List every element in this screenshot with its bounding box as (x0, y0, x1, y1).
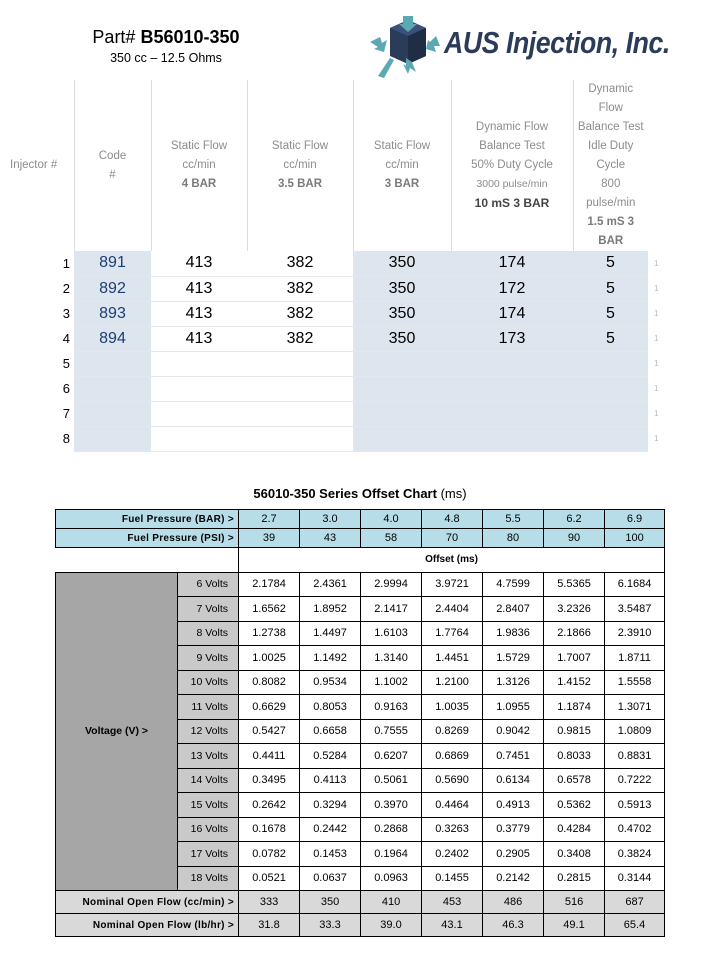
offset-value: 1.8711 (605, 646, 665, 671)
dynamic-flow-idle (573, 401, 648, 426)
dynamic-flow-idle (573, 351, 648, 376)
offset-value: 0.4913 (483, 793, 544, 818)
offset-value: 1.5729 (483, 646, 544, 671)
nominal-flow-value: 46.3 (483, 914, 544, 937)
header-injector-num: Injector # (10, 159, 58, 171)
voltage-value: 18 Volts (178, 866, 239, 891)
offset-value: 1.0035 (422, 695, 483, 720)
offset-value: 0.6629 (239, 695, 300, 720)
dynamic-flow-idle (573, 426, 648, 451)
offset-value: 1.0955 (483, 695, 544, 720)
injector-code (74, 376, 151, 401)
static-flow-35bar: 382 (247, 251, 353, 276)
offset-value: 0.6658 (300, 719, 361, 744)
nominal-flow-value: 39.0 (361, 914, 422, 937)
offset-value: 0.8831 (605, 744, 665, 769)
offset-value: 1.9836 (483, 621, 544, 646)
offset-value: 0.8269 (422, 719, 483, 744)
dynamic-flow-50 (451, 401, 573, 426)
offset-value: 1.4497 (300, 621, 361, 646)
offset-value: 2.4361 (300, 572, 361, 597)
nominal-flow-label: Nominal Open Flow (cc/min) > (56, 891, 239, 914)
injector-row (0, 251, 670, 276)
dynamic-flow-50: 172 (451, 276, 573, 301)
nominal-flow-label: Nominal Open Flow (lb/hr) > (56, 914, 239, 937)
offset-value: 0.5061 (361, 768, 422, 793)
dynamic-flow-50: 174 (451, 301, 573, 326)
nominal-lb-row (56, 914, 665, 937)
voltage-value: 17 Volts (178, 842, 239, 867)
offset-value: 2.4404 (422, 597, 483, 622)
offset-value: 1.2100 (422, 670, 483, 695)
offset-value: 0.7451 (483, 744, 544, 769)
pressure-psi-value: 90 (544, 529, 605, 548)
offset-value: 1.1002 (361, 670, 422, 695)
offset-value: 0.0637 (300, 866, 361, 891)
pressure-bar-value: 6.9 (605, 510, 665, 529)
injector-number: 7 (62, 406, 70, 421)
offset-value: 0.3495 (239, 768, 300, 793)
static-flow-3bar: 350 (353, 301, 451, 326)
static-flow-3bar: 350 (353, 276, 451, 301)
dynamic-flow-idle: 5 (573, 301, 648, 326)
offset-value: 1.1492 (300, 646, 361, 671)
offset-value: 0.9815 (544, 719, 605, 744)
voltage-value: 14 Volts (178, 768, 239, 793)
offset-value: 1.7764 (422, 621, 483, 646)
voltage-value: 12 Volts (178, 719, 239, 744)
injector-row (0, 351, 670, 376)
offset-value: 0.3970 (361, 793, 422, 818)
offset-value: 2.1866 (544, 621, 605, 646)
offset-value: 0.9534 (300, 670, 361, 695)
offset-value: 0.2905 (483, 842, 544, 867)
offset-value: 0.5690 (422, 768, 483, 793)
flow-header-row (0, 80, 670, 251)
injector-row (0, 376, 670, 401)
offset-value: 0.8033 (544, 744, 605, 769)
voltage-value: 13 Volts (178, 744, 239, 769)
injector-cube-logo-icon (370, 16, 440, 78)
static-flow-35bar: 382 (247, 301, 353, 326)
offset-value: 0.4113 (300, 768, 361, 793)
offset-chart-title: 56010-350 Series Offset Chart (ms) (253, 486, 467, 501)
offset-value: 0.0521 (239, 866, 300, 891)
injector-row (0, 276, 670, 301)
injector-row (0, 401, 670, 426)
injector-code: 892 (74, 276, 151, 301)
voltage-value: 9 Volts (178, 646, 239, 671)
static-flow-35bar (247, 376, 353, 401)
header-dynamic-50: Dynamic Flow Balance Test 50% Duty Cycle 3000 pulse/min 10 mS 3 BAR (451, 80, 573, 251)
offset-value: 0.2142 (483, 866, 544, 891)
offset-value: 0.0963 (361, 866, 422, 891)
dynamic-flow-50: 173 (451, 326, 573, 351)
static-flow-3bar (353, 426, 451, 451)
nominal-flow-value: 410 (361, 891, 422, 914)
voltage-value: 15 Volts (178, 793, 239, 818)
injector-code (74, 426, 151, 451)
part-subtitle: 350 cc – 12.5 Ohms (110, 51, 222, 65)
nominal-flow-value: 453 (422, 891, 483, 914)
row-tick: 1 (654, 259, 659, 268)
injector-number: 8 (62, 431, 70, 446)
offset-value: 3.9721 (422, 572, 483, 597)
company-logo (370, 16, 700, 78)
offset-value: 2.1417 (361, 597, 422, 622)
injector-number: 3 (62, 306, 70, 321)
part-number-line (66, 26, 266, 48)
offset-value: 0.5427 (239, 719, 300, 744)
injector-code: 893 (74, 301, 151, 326)
nominal-flow-value: 516 (544, 891, 605, 914)
static-flow-35bar (247, 401, 353, 426)
pressure-bar-value: 6.2 (544, 510, 605, 529)
nominal-flow-value: 43.1 (422, 914, 483, 937)
offset-value: 1.5558 (605, 670, 665, 695)
static-flow-4bar (151, 401, 247, 426)
offset-value: 0.3263 (422, 817, 483, 842)
offset-value: 5.5365 (544, 572, 605, 597)
header-spacer (648, 80, 670, 251)
nominal-flow-value: 65.4 (605, 914, 665, 937)
pressure-bar-value: 4.0 (361, 510, 422, 529)
offset-value: 0.4284 (544, 817, 605, 842)
offset-value: 0.8053 (300, 695, 361, 720)
part-number: B56010-350 (140, 27, 240, 47)
static-flow-3bar: 350 (353, 326, 451, 351)
row-tick: 1 (654, 409, 659, 418)
header-static-35bar: Static Flow cc/min 3.5 BAR (247, 80, 353, 251)
offset-value: 0.5913 (605, 793, 665, 818)
part-prefix: Part# (92, 27, 136, 47)
row-tick: 1 (654, 309, 659, 318)
injector-number: 4 (62, 331, 70, 346)
offset-header-spacer (56, 548, 239, 573)
offset-value: 0.4411 (239, 744, 300, 769)
flow-body (0, 251, 670, 451)
static-flow-35bar (247, 351, 353, 376)
company-name: AUS Injection, Inc. (444, 25, 670, 60)
pressure-bar-row (56, 510, 665, 529)
offset-value: 1.0025 (239, 646, 300, 671)
row-tick: 1 (654, 384, 659, 393)
part-info (66, 26, 266, 66)
pressure-psi-value: 70 (422, 529, 483, 548)
static-flow-4bar (151, 426, 247, 451)
static-flow-4bar: 413 (151, 301, 247, 326)
dynamic-flow-50 (451, 351, 573, 376)
pressure-psi-value: 100 (605, 529, 665, 548)
injector-number: 1 (62, 256, 70, 271)
voltage-value: 16 Volts (178, 817, 239, 842)
injector-number: 5 (62, 356, 70, 371)
offset-value: 0.3294 (300, 793, 361, 818)
static-flow-3bar (353, 401, 451, 426)
static-flow-4bar: 413 (151, 276, 247, 301)
offset-value: 0.9163 (361, 695, 422, 720)
injector-code (74, 401, 151, 426)
offset-header-row (56, 548, 665, 573)
header-dynamic-idle: Dynamic Flow Balance Test Idle Duty Cycle 800 pulse/min 1.5 mS 3 BAR (573, 80, 648, 251)
row-tick: 1 (654, 284, 659, 293)
offset-value: 2.9994 (361, 572, 422, 597)
header-static-3bar: Static Flow cc/min 3 BAR (353, 80, 451, 251)
offset-value: 1.1874 (544, 695, 605, 720)
nominal-flow-value: 49.1 (544, 914, 605, 937)
offset-value: 1.3126 (483, 670, 544, 695)
pressure-psi-value: 39 (239, 529, 300, 548)
dynamic-flow-50 (451, 376, 573, 401)
dynamic-flow-idle: 5 (573, 276, 648, 301)
static-flow-35bar: 382 (247, 276, 353, 301)
offset-value: 0.7222 (605, 768, 665, 793)
offset-value: 1.3071 (605, 695, 665, 720)
injector-code (74, 351, 151, 376)
offset-value: 0.6869 (422, 744, 483, 769)
row-tick: 1 (654, 434, 659, 443)
offset-value: 0.2642 (239, 793, 300, 818)
dynamic-flow-50 (451, 426, 573, 451)
nominal-flow-value: 33.3 (300, 914, 361, 937)
dynamic-flow-idle (573, 376, 648, 401)
offset-value: 0.7555 (361, 719, 422, 744)
row-tick: 1 (654, 334, 659, 343)
pressure-psi-row (56, 529, 665, 548)
pressure-bar-value: 4.8 (422, 510, 483, 529)
offset-value: 1.4152 (544, 670, 605, 695)
pressure-bar-value: 3.0 (300, 510, 361, 529)
injector-row (0, 301, 670, 326)
pressure-psi-value: 43 (300, 529, 361, 548)
voltage-label: Voltage (V) > (56, 572, 178, 891)
injector-row (0, 426, 670, 451)
offset-value: 0.2868 (361, 817, 422, 842)
offset-value: 1.3140 (361, 646, 422, 671)
header-static-4bar: Static Flow cc/min 4 BAR (151, 80, 247, 251)
offset-value: 0.2815 (544, 866, 605, 891)
offset-header: Offset (ms) (239, 548, 665, 573)
pressure-bar-value: 2.7 (239, 510, 300, 529)
nominal-flow-value: 687 (605, 891, 665, 914)
offset-value: 0.3408 (544, 842, 605, 867)
injector-number: 6 (62, 381, 70, 396)
offset-value: 0.3824 (605, 842, 665, 867)
offset-value: 6.1684 (605, 572, 665, 597)
static-flow-3bar: 350 (353, 251, 451, 276)
offset-value: 0.1678 (239, 817, 300, 842)
offset-value: 3.2326 (544, 597, 605, 622)
offset-value: 0.2402 (422, 842, 483, 867)
offset-value: 1.4451 (422, 646, 483, 671)
offset-value: 2.8407 (483, 597, 544, 622)
offset-value: 1.8952 (300, 597, 361, 622)
offset-value: 1.6562 (239, 597, 300, 622)
voltage-row (56, 572, 665, 597)
static-flow-3bar (353, 351, 451, 376)
offset-value: 1.6103 (361, 621, 422, 646)
dynamic-flow-idle: 5 (573, 251, 648, 276)
static-flow-4bar: 413 (151, 251, 247, 276)
offset-body (56, 510, 665, 937)
offset-value: 3.5487 (605, 597, 665, 622)
nominal-cc-row (56, 891, 665, 914)
offset-value: 0.1964 (361, 842, 422, 867)
nominal-flow-value: 333 (239, 891, 300, 914)
voltage-value: 10 Volts (178, 670, 239, 695)
offset-value: 0.6578 (544, 768, 605, 793)
pressure-bar-value: 5.5 (483, 510, 544, 529)
dynamic-flow-idle: 5 (573, 326, 648, 351)
nominal-flow-value: 486 (483, 891, 544, 914)
row-tick: 1 (654, 359, 659, 368)
offset-value: 2.3910 (605, 621, 665, 646)
offset-value: 4.7599 (483, 572, 544, 597)
static-flow-4bar: 413 (151, 326, 247, 351)
voltage-value: 11 Volts (178, 695, 239, 720)
injector-number: 2 (62, 281, 70, 296)
header-code: Code # (74, 80, 151, 251)
flow-test-table (0, 80, 670, 452)
offset-value: 0.8082 (239, 670, 300, 695)
voltage-value: 6 Volts (178, 572, 239, 597)
voltage-value: 8 Volts (178, 621, 239, 646)
offset-value: 0.6207 (361, 744, 422, 769)
pressure-bar-label: Fuel Pressure (BAR) > (56, 510, 239, 529)
offset-value: 0.5362 (544, 793, 605, 818)
pressure-psi-value: 80 (483, 529, 544, 548)
offset-value: 1.7007 (544, 646, 605, 671)
offset-value: 0.1455 (422, 866, 483, 891)
injector-row (0, 326, 670, 351)
static-flow-4bar (151, 376, 247, 401)
pressure-psi-value: 58 (361, 529, 422, 548)
nominal-flow-value: 350 (300, 891, 361, 914)
offset-value: 0.5284 (300, 744, 361, 769)
static-flow-4bar (151, 351, 247, 376)
offset-value: 2.1784 (239, 572, 300, 597)
voltage-value: 7 Volts (178, 597, 239, 622)
dynamic-flow-50: 174 (451, 251, 573, 276)
offset-value: 1.0809 (605, 719, 665, 744)
nominal-flow-value: 31.8 (239, 914, 300, 937)
injector-code: 891 (74, 251, 151, 276)
static-flow-35bar (247, 426, 353, 451)
offset-value: 0.6134 (483, 768, 544, 793)
offset-value: 0.0782 (239, 842, 300, 867)
offset-value: 0.3144 (605, 866, 665, 891)
offset-value: 0.4464 (422, 793, 483, 818)
offset-value: 1.2738 (239, 621, 300, 646)
injector-code: 894 (74, 326, 151, 351)
offset-value: 0.2442 (300, 817, 361, 842)
offset-value: 0.1453 (300, 842, 361, 867)
offset-value: 0.9042 (483, 719, 544, 744)
offset-chart-table (55, 509, 665, 937)
static-flow-35bar: 382 (247, 326, 353, 351)
static-flow-3bar (353, 376, 451, 401)
offset-value: 0.4702 (605, 817, 665, 842)
pressure-psi-label: Fuel Pressure (PSI) > (56, 529, 239, 548)
offset-value: 0.3779 (483, 817, 544, 842)
